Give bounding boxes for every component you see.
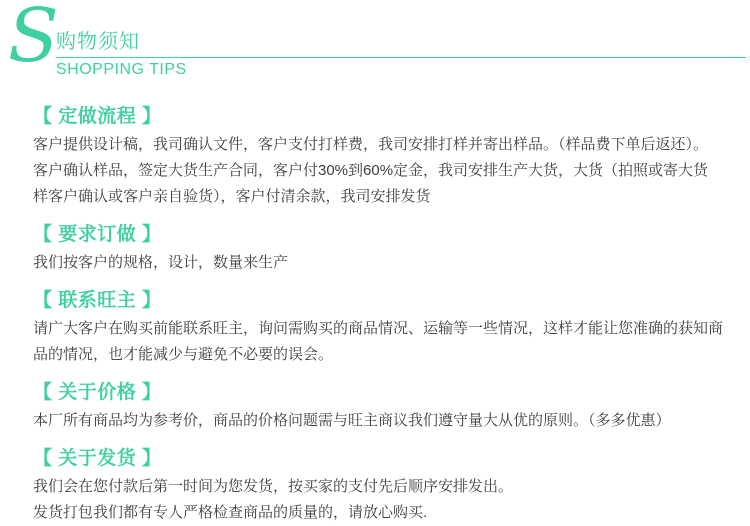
header-title-row (56, 25, 746, 58)
shopping-tips-content (0, 88, 750, 526)
section-paragraph: 客户确认样品，签定大货生产合同，客户付30%到60%定金，我司安排生产大货，大货（拍照或寄大货样客户确认或客户亲自验货），客户付清余款，我司安排发货 (33, 162, 709, 205)
page-title-chinese: 购物须知 (56, 31, 140, 53)
header-titles (56, 25, 746, 79)
page-title-english: SHOPPING TIPS (56, 61, 187, 78)
section-order-requirements (33, 219, 723, 276)
brand-s-logo: S (8, 0, 59, 79)
section-heading: 【 定做流程 】 (33, 106, 162, 127)
section-custom-process (33, 101, 723, 210)
section-about-shipping (33, 443, 723, 526)
section-paragraph: 请广大客户在购买前能联系旺主，询问需购买的商品情况、运输等一些情况，这样才能让您准确的获知商品的情况，也才能减少与避免不必要的误会。 (33, 320, 724, 363)
section-paragraph: 客户提供设计稿，我司确认文件，客户支付打样费，我司安排打样并寄出样品。（样品费下单后返还）。 (33, 136, 709, 153)
section-heading: 【 要求订做 】 (33, 224, 162, 245)
section-contact-seller (33, 285, 723, 368)
section-paragraph: 我们按客户的规格，设计，数量来生产 (33, 254, 289, 271)
section-paragraph: 本厂所有商品均为参考价，商品的价格问题需与旺主商议我们遵守量大从优的原则。（多多优惠） (33, 412, 671, 429)
section-paragraph: 发货打包我们都有专人严格检查商品的质量的，请放心购买. (33, 504, 428, 521)
page-header (0, 0, 750, 88)
section-paragraph: 我们会在您付款后第一时间为您发货，按买家的支付先后顺序安排发出。 (33, 478, 514, 495)
section-heading: 【 联系旺主 】 (33, 290, 162, 311)
section-heading: 【 关于发货 】 (33, 448, 162, 469)
section-heading: 【 关于价格 】 (33, 382, 162, 403)
section-about-price (33, 377, 723, 434)
